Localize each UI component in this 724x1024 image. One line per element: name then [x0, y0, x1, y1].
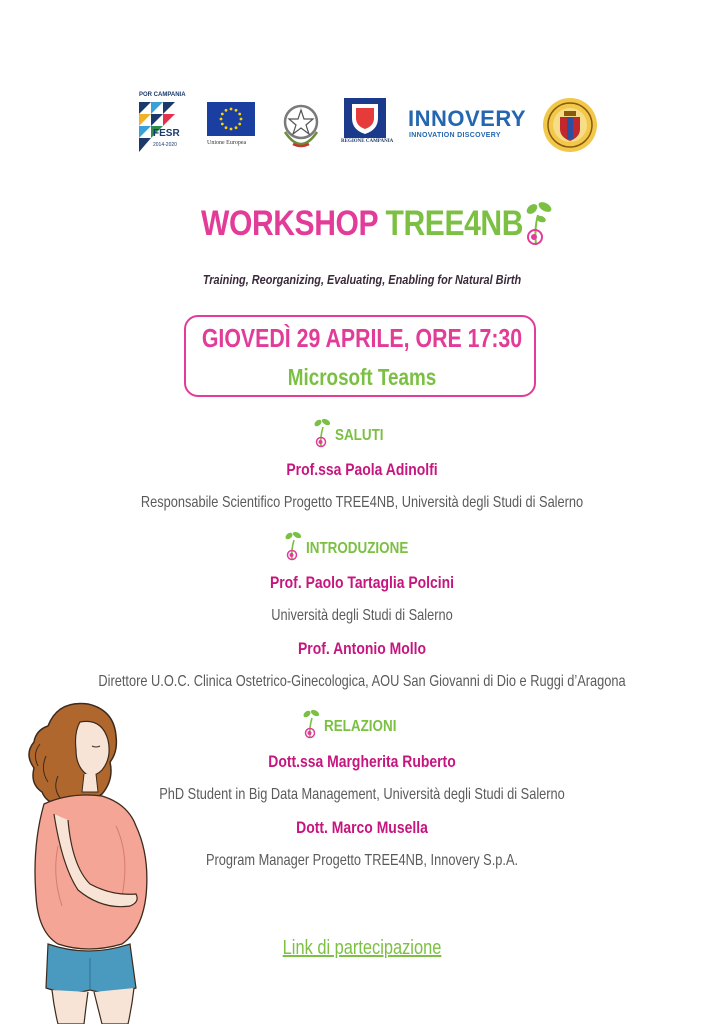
workshop-title [51, 204, 674, 244]
speaker-name: Prof.ssa Paola Adinolfi [286, 460, 438, 479]
section-label: INTRODUZIONE [306, 540, 409, 557]
innovery-tagline: INNOVATION DISCOVERY [409, 132, 501, 139]
title-tree4nb: TREE4NB [385, 204, 524, 243]
eu-flag-icon [207, 102, 255, 136]
speaker-name: Prof. Paolo Tartaglia Polcini [269, 573, 455, 592]
fesr-label: FESR [153, 128, 180, 139]
workshop-subtitle: Training, Reorganizing, Evaluating, Enabling for Natural Birth [202, 272, 522, 287]
italian-republic-emblem-icon [279, 92, 323, 154]
speaker-role: PhD Student in Big Data Management, Università degli Studi di Salerno [159, 786, 565, 803]
innovery-name: INNOVERY [408, 106, 527, 131]
regione-campania-logo [341, 92, 394, 154]
sprout-icon [282, 528, 304, 564]
speaker-role: Program Manager Progetto TREE4NB, Innovery S.p.A. [205, 852, 519, 869]
innovery-logo [408, 92, 528, 154]
campania-caption: REGIONE CAMPANIA [341, 139, 394, 144]
speaker-name: Dott. Marco Musella [296, 818, 428, 837]
por-label: POR CAMPANIA [139, 92, 186, 98]
section-label: SALUTI [335, 427, 384, 444]
title-workshop: WORKSHOP [200, 204, 386, 243]
tree4nb-sprout-icon [520, 195, 556, 251]
pregnant-woman-illustration [18, 696, 168, 1024]
university-seal-icon [542, 92, 598, 154]
fesr-years: 2014-2020 [153, 142, 177, 148]
section-label: RELAZIONI [324, 718, 397, 735]
speaker-role: Università degli Studi di Salerno [271, 607, 453, 624]
event-platform: Microsoft Teams [287, 364, 437, 390]
speaker-role: Responsabile Scientifico Progetto TREE4NB, Università degli Studi di Salerno [140, 494, 584, 511]
speaker-name: Prof. Antonio Mollo [297, 639, 427, 658]
eu-logo [207, 92, 257, 154]
por-campania-fesr-logo [139, 92, 189, 154]
sprout-icon [311, 415, 333, 451]
speaker-name: Dott.ssa Margherita Ruberto [268, 752, 456, 771]
eu-caption: Unione Europea [207, 140, 247, 146]
campania-shield-icon [344, 98, 386, 138]
sprout-icon [300, 706, 322, 742]
speaker-role: Direttore U.O.C. Clinica Ostetrico-Ginecologica, AOU San Giovanni di Dio e Ruggi d’Aragona [98, 673, 626, 690]
event-date: GIOVEDÌ 29 APRILE, ORE 17:30 [201, 323, 523, 353]
participation-link[interactable]: Link di partecipazione [282, 937, 442, 959]
